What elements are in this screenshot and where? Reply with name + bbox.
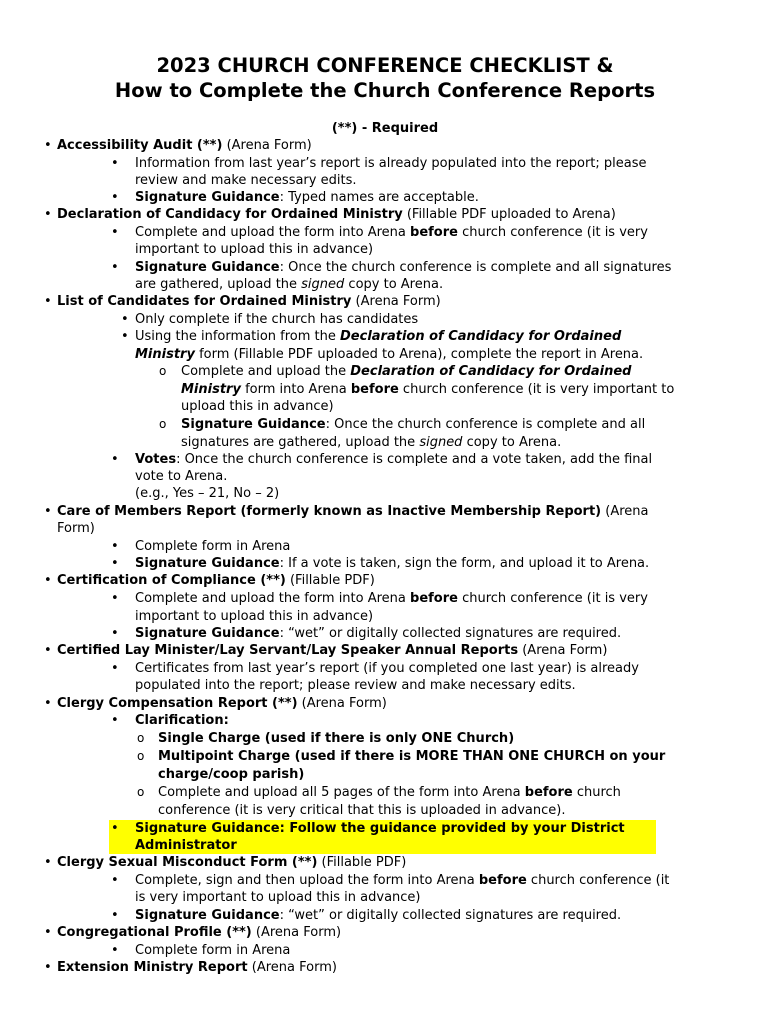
bullet: • (44, 696, 52, 711)
item-certification-of-compliance: Certification of Compliance (**) (Fillable PDF) (57, 573, 375, 588)
candidates-upload-cont2: upload this in advance) (181, 399, 334, 414)
sub-bullet: o (137, 785, 145, 799)
bullet: • (111, 908, 119, 923)
clergy-comp-signature-highlight: Signature Guidance: Follow the guidance provided by your District (135, 821, 625, 836)
sub-bullet: o (137, 731, 145, 745)
clergy-comp-signature-highlight-cont: Administrator (135, 838, 237, 853)
bullet: • (44, 207, 52, 222)
sub-bullet: o (159, 364, 167, 378)
clergy-comp-upload: Complete and upload all 5 pages of the form into Arena before church (158, 785, 621, 800)
item-clergy-compensation: Clergy Compensation Report (**) (Arena Form) (57, 696, 387, 711)
bullet: • (111, 556, 119, 571)
bullet: • (121, 329, 129, 344)
item-clergy-sexual-misconduct: Clergy Sexual Misconduct Form (**) (Fillable PDF) (57, 855, 407, 870)
congregational-complete: Complete form in Arena (135, 943, 291, 958)
item-congregational-profile: Congregational Profile (**) (Arena Form) (57, 925, 342, 940)
item-certified-lay-minister: Certified Lay Minister/Lay Servant/Lay Speaker Annual Reports (Arena Form) (57, 643, 608, 658)
care-complete: Complete form in Arena (135, 539, 291, 554)
clergy-comp-single-charge: Single Charge (used if there is only ONE Church) (158, 731, 515, 746)
lay-certificates-cont: populated into the report; please review and make necessary edits. (135, 678, 576, 693)
bullet: • (44, 643, 52, 658)
bullet: • (44, 925, 52, 940)
item-accessibility-audit: Accessibility Audit (**) (Arena Form) (57, 138, 312, 153)
bullet: • (44, 960, 52, 975)
accessibility-info: Information from last year’s report is already populated into the report; please (135, 156, 647, 171)
candidates-votes: Votes: Once the church conference is complete and a vote taken, add the final (135, 452, 653, 467)
bullet: • (44, 294, 52, 309)
candidates-upload-cont: Ministry form into Arena before church conference (it is very important to (181, 382, 675, 397)
bullet: • (44, 573, 52, 588)
sub-bullet: o (159, 417, 167, 431)
item-extension-ministry: Extension Ministry Report (Arena Form) (57, 960, 337, 975)
candidates-votes-example: (e.g., Yes – 21, No – 2) (135, 486, 280, 501)
bullet: • (111, 873, 119, 888)
candidates-upload: Complete and upload the Declaration of Candidacy for Ordained (181, 364, 632, 379)
candidates-signature-cont: signatures are gathered, upload the signed copy to Arena. (181, 435, 562, 450)
candidates-only-if: Only complete if the church has candidates (135, 312, 419, 327)
page-title-line1: 2023 CHURCH CONFERENCE CHECKLIST & (156, 54, 614, 77)
bullet: • (111, 591, 119, 606)
bullet: • (111, 539, 119, 554)
item-care-of-members: Care of Members Report (formerly known as Inactive Membership Report) (Arena (57, 504, 649, 519)
clergy-comp-upload-cont: conference (it is very critical that this is uploaded in advance). (158, 803, 566, 818)
accessibility-info-cont: review and make necessary edits. (135, 173, 357, 188)
lay-certificates: Certificates from last year’s report (if you completed one last year) is already (135, 661, 639, 676)
candidates-using-info: Using the information from the Declaration of Candidacy for Ordained (135, 329, 622, 344)
bullet: • (44, 504, 52, 519)
item-list-of-candidates: List of Candidates for Ordained Ministry (Arena Form) (57, 294, 441, 309)
page-title-line2: How to Complete the Church Conference Reports (114, 79, 656, 102)
clergy-comp-multipoint-cont: charge/coop parish) (158, 767, 305, 782)
bullet: • (111, 156, 119, 171)
bullet: • (111, 943, 119, 958)
bullet: • (111, 225, 119, 240)
sub-bullet: o (137, 749, 145, 763)
misconduct-upload-cont: is very important to upload this in advance) (135, 890, 421, 905)
declaration-signature-cont: are gathered, upload the signed copy to Arena. (135, 277, 444, 292)
misconduct-signature: Signature Guidance: “wet” or digitally collected signatures are required. (135, 908, 622, 923)
required-note: (**) - Required (331, 121, 439, 136)
bullet: • (111, 821, 119, 836)
candidates-votes-cont: vote to Arena. (135, 469, 228, 484)
declaration-upload: Complete and upload the form into Arena before church conference (it is very (135, 225, 648, 240)
misconduct-upload: Complete, sign and then upload the form into Arena before church conference (it (135, 873, 670, 888)
compliance-upload-cont: important to upload this in advance) (135, 609, 374, 624)
compliance-upload: Complete and upload the form into Arena before church conference (it is very (135, 591, 648, 606)
bullet: • (111, 260, 119, 275)
accessibility-signature: Signature Guidance: Typed names are acceptable. (135, 190, 479, 205)
bullet: • (111, 626, 119, 641)
item-declaration-of-candidacy: Declaration of Candidacy for Ordained Ministry (Fillable PDF uploaded to Arena) (57, 207, 616, 222)
bullet: • (111, 190, 119, 205)
clergy-comp-clarification: Clarification: (135, 713, 229, 728)
bullet: • (44, 138, 52, 153)
declaration-upload-cont: important to upload this in advance) (135, 242, 374, 257)
bullet: • (111, 452, 119, 467)
care-source-cont: Form) (57, 521, 95, 536)
bullet: • (44, 855, 52, 870)
bullet: • (111, 661, 119, 676)
declaration-signature: Signature Guidance: Once the church conference is complete and all signatures (135, 260, 672, 275)
candidates-using-info-cont: Ministry form (Fillable PDF uploaded to Arena), complete the report in Arena. (135, 347, 644, 362)
care-signature: Signature Guidance: If a vote is taken, sign the form, and upload it to Arena. (135, 556, 650, 571)
compliance-signature: Signature Guidance: “wet” or digitally collected signatures are required. (135, 626, 622, 641)
bullet: • (111, 713, 119, 728)
bullet: • (121, 312, 129, 327)
candidates-signature: Signature Guidance: Once the church conference is complete and all (181, 417, 646, 432)
clergy-comp-multipoint-charge: Multipoint Charge (used if there is MORE THAN ONE CHURCH on your (158, 749, 666, 764)
